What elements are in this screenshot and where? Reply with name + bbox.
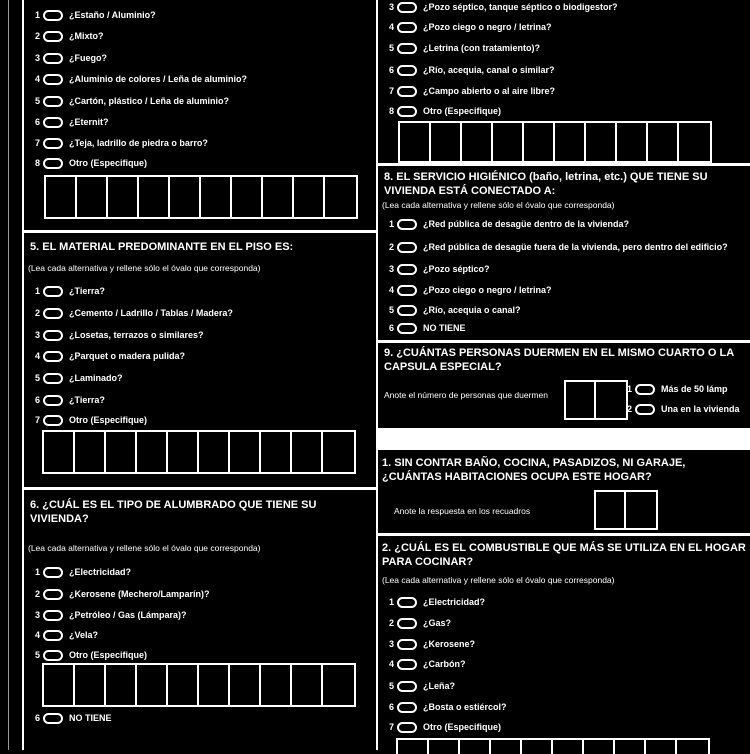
radio-oval[interactable] xyxy=(397,285,417,296)
page-break-band xyxy=(378,428,750,450)
specify-boxes[interactable] xyxy=(398,121,712,163)
q2-option[interactable]: 4 ¿Carbón? xyxy=(388,659,466,669)
left-top-option[interactable]: 6 ¿Eternit? xyxy=(34,117,109,127)
left-top-option[interactable]: 5 ¿Cartón, plástico / Leña de aluminio? xyxy=(34,96,230,106)
q5-option[interactable]: 4 ¿Parquet o madera pulida? xyxy=(34,351,186,361)
radio-oval[interactable] xyxy=(397,305,417,316)
q6-option[interactable]: 4 ¿Vela? xyxy=(34,630,99,640)
radio-oval[interactable] xyxy=(43,31,63,42)
radio-oval[interactable] xyxy=(397,242,417,253)
right-top-option[interactable]: 5 ¿Letrina (con tratamiento)? xyxy=(388,43,541,53)
radio-oval[interactable] xyxy=(43,630,63,641)
radio-oval[interactable] xyxy=(43,74,63,85)
q8-option[interactable]: 2 ¿Red pública de desagüe fuera de la vivienda, pero dentro del edificio? xyxy=(388,242,728,252)
radio-oval[interactable] xyxy=(397,65,417,76)
q6-option[interactable]: 5 Otro (Especifique) xyxy=(34,650,148,660)
right-top-option[interactable]: 6 ¿Río, acequia, canal o similar? xyxy=(388,65,555,75)
radio-oval[interactable] xyxy=(43,610,63,621)
radio-oval[interactable] xyxy=(397,597,417,608)
radio-oval[interactable] xyxy=(43,589,63,600)
radio-oval[interactable] xyxy=(43,567,63,578)
radio-oval[interactable] xyxy=(43,10,63,21)
right-column xyxy=(378,0,750,750)
column-divider xyxy=(376,0,378,750)
specify-boxes[interactable] xyxy=(42,430,356,474)
q2-option[interactable]: 5 ¿Leña? xyxy=(388,681,456,691)
left-top-option[interactable]: 2 ¿Mixto? xyxy=(34,31,104,41)
radio-oval[interactable] xyxy=(43,53,63,64)
radio-oval[interactable] xyxy=(397,43,417,54)
radio-oval[interactable] xyxy=(43,308,63,319)
q5-option[interactable]: 7 Otro (Especifique) xyxy=(34,415,148,425)
q5-option[interactable]: 5 ¿Laminado? xyxy=(34,373,123,383)
q2-option[interactable]: 6 ¿Bosta o estiércol? xyxy=(388,702,507,712)
section-divider xyxy=(378,340,750,343)
q5-option[interactable]: 3 ¿Losetas, terrazos o similares? xyxy=(34,330,204,340)
radio-oval[interactable] xyxy=(397,219,417,230)
q5-option[interactable]: 2 ¿Cemento / Ladrillo / Tablas / Madera? xyxy=(34,308,233,318)
q9-number-boxes[interactable] xyxy=(564,380,628,420)
radio-oval[interactable] xyxy=(635,384,655,395)
q1-number-boxes[interactable] xyxy=(594,490,658,530)
q8-option[interactable]: 6 NO TIENE xyxy=(388,323,466,333)
q2-option[interactable]: 3 ¿Kerosene? xyxy=(388,639,476,649)
q6-option-none[interactable]: 6 NO TIENE xyxy=(34,713,112,723)
radio-oval[interactable] xyxy=(43,713,63,724)
right-top-option[interactable]: 7 ¿Campo abierto o al aire libre? xyxy=(388,86,556,96)
q8-option[interactable]: 1 ¿Red pública de desagüe dentro de la vivienda? xyxy=(388,219,630,229)
left-top-option[interactable]: 7 ¿Teja, ladrillo de piedra o barro? xyxy=(34,138,208,148)
radio-oval[interactable] xyxy=(43,650,63,661)
radio-oval[interactable] xyxy=(397,86,417,97)
left-top-option[interactable]: 1 ¿Estaño / Aluminio? xyxy=(34,10,156,20)
radio-oval[interactable] xyxy=(43,373,63,384)
right-top-option[interactable]: 8 Otro (Especifique) xyxy=(388,106,502,116)
specify-boxes[interactable] xyxy=(44,175,358,219)
radio-oval[interactable] xyxy=(397,618,417,629)
q9-option[interactable]: 1 Más de 50 lámp xyxy=(626,384,728,394)
radio-oval[interactable] xyxy=(43,138,63,149)
radio-oval[interactable] xyxy=(43,117,63,128)
section-divider xyxy=(378,533,750,536)
q8-option[interactable]: 5 ¿Río, acequia o canal? xyxy=(388,305,521,315)
radio-oval[interactable] xyxy=(43,330,63,341)
section-divider xyxy=(24,487,376,490)
q2-option[interactable]: 1 ¿Electricidad? xyxy=(388,597,486,607)
q6-instruction: (Lea cada alternativa y rellene sólo el óvalo que corresponda) xyxy=(28,543,261,553)
q6-option[interactable]: 3 ¿Petróleo / Gas (Lámpara)? xyxy=(34,610,187,620)
q6-title: 6. ¿CUÁL ES EL TIPO DE ALUMBRADO QUE TIENE SU VIVIENDA? xyxy=(30,499,317,525)
specify-boxes[interactable] xyxy=(396,738,710,754)
radio-oval[interactable] xyxy=(397,659,417,670)
q2-title: 2. ¿CUÁL ES EL COMBUSTIBLE QUE MÁS SE UTILIZA EN EL HOGAR PARA COCINAR? xyxy=(382,542,746,568)
radio-oval[interactable] xyxy=(43,96,63,107)
radio-oval[interactable] xyxy=(397,264,417,275)
radio-oval[interactable] xyxy=(397,323,417,334)
radio-oval[interactable] xyxy=(43,395,63,406)
specify-boxes[interactable] xyxy=(42,663,356,707)
section-divider xyxy=(24,230,376,233)
q8-title: 8. EL SERVICIO HIGIÉNICO (baño, letrina, etc.) QUE TIENE SU VIVIENDA ESTÁ CONECTADO A: xyxy=(384,171,708,197)
q2-option[interactable]: 2 ¿Gas? xyxy=(388,618,452,628)
left-top-option[interactable]: 4 ¿Aluminio de colores / Leña de aluminio? xyxy=(34,74,248,84)
right-top-option[interactable]: 3 ¿Pozo séptico, tanque séptico o biodigestor? xyxy=(388,2,618,12)
radio-oval[interactable] xyxy=(43,415,63,426)
q9-title: 9. ¿CUÁNTAS PERSONAS DUERMEN EN EL MISMO CUARTO O LA CAPSULA ESPECIAL? xyxy=(384,347,734,373)
radio-oval[interactable] xyxy=(43,158,63,169)
radio-oval[interactable] xyxy=(397,106,417,117)
q8-option[interactable]: 4 ¿Pozo ciego o negro / letrina? xyxy=(388,285,552,295)
q5-option[interactable]: 1 ¿Tierra? xyxy=(34,286,105,296)
radio-oval[interactable] xyxy=(635,404,655,415)
q8-instruction: (Lea cada alternativa y rellene sólo el óvalo que corresponda) xyxy=(382,200,615,210)
q9-option[interactable]: 2 Una en la vivienda xyxy=(626,404,740,414)
radio-oval[interactable] xyxy=(397,722,417,733)
q2-option[interactable]: 7 Otro (Especifique) xyxy=(388,722,502,732)
section-divider xyxy=(378,163,750,166)
radio-oval[interactable] xyxy=(43,286,63,297)
q1-instruction: Anote la respuesta en los recuadros xyxy=(394,506,531,516)
q5-instruction: (Lea cada alternativa y rellene sólo el óvalo que corresponda) xyxy=(28,263,261,273)
left-column xyxy=(22,0,378,750)
radio-oval[interactable] xyxy=(397,702,417,713)
q6-option[interactable]: 2 ¿Kerosene (Mechero/Lamparín)? xyxy=(34,589,210,599)
q6-option[interactable]: 1 ¿Electricidad? xyxy=(34,567,132,577)
left-top-option[interactable]: 3 ¿Fuego? xyxy=(34,53,107,63)
radio-oval[interactable] xyxy=(397,681,417,692)
q8-option[interactable]: 3 ¿Pozo séptico? xyxy=(388,264,490,274)
scan-edge xyxy=(8,0,9,750)
q2-instruction: (Lea cada alternativa y rellene sólo el óvalo que corresponda) xyxy=(382,575,615,585)
right-top-option[interactable]: 4 ¿Pozo ciego o negro / letrina? xyxy=(388,22,552,32)
radio-oval[interactable] xyxy=(397,22,417,33)
q1-title: 1. SIN CONTAR BAÑO, COCINA, PASADIZOS, NI GARAJE, ¿CUÁNTAS HABITACIONES OCUPA ESTE HOGAR? xyxy=(382,457,686,483)
q5-title: 5. EL MATERIAL PREDOMINANTE EN EL PISO ES: xyxy=(30,241,294,253)
radio-oval[interactable] xyxy=(397,639,417,650)
left-top-option[interactable]: 8 Otro (Especifique) xyxy=(34,158,148,168)
q9-instruction: Anote el número de personas que duermen xyxy=(384,390,548,400)
q5-option[interactable]: 6 ¿Tierra? xyxy=(34,395,105,405)
radio-oval[interactable] xyxy=(397,2,417,13)
radio-oval[interactable] xyxy=(43,351,63,362)
